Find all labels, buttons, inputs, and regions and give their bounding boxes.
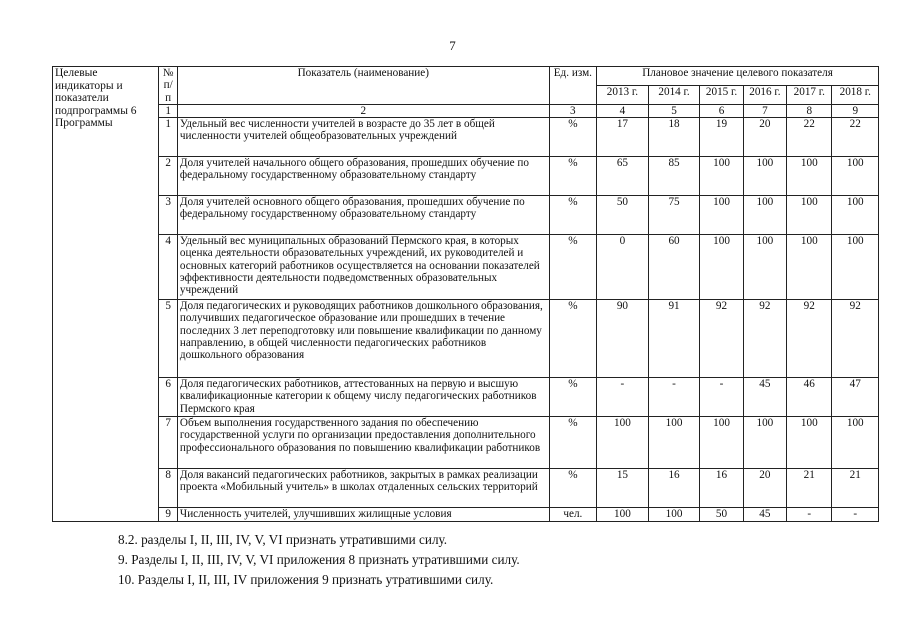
row-number: 7 (159, 417, 178, 469)
value-cell: 75 (648, 196, 700, 235)
column-number: 7 (743, 104, 786, 117)
unit-cell: % (549, 157, 596, 196)
unit-cell: чел. (549, 508, 596, 522)
value-cell: 100 (700, 417, 743, 469)
value-cell: 100 (700, 235, 743, 300)
value-cell: 100 (787, 157, 832, 196)
row-number: 1 (159, 118, 178, 157)
value-cell: 100 (597, 508, 649, 522)
value-cell: 100 (743, 196, 786, 235)
value-cell: 50 (700, 508, 743, 522)
year-header: 2016 г. (743, 86, 786, 104)
value-cell: 100 (832, 157, 879, 196)
unit-cell: % (549, 196, 596, 235)
row-number: 9 (159, 508, 178, 522)
page-number: 7 (449, 38, 456, 53)
table-row (53, 300, 879, 378)
unit-cell: % (549, 118, 596, 157)
table-row (53, 469, 879, 508)
indicator-name: Удельный вес муниципальных образований Пермского края, в которых оценка деятельности образовательных учреждений, их руководителей и основных категорий работников осуществляется на основании показателей эффективности деятельности подведомственных образовательных учреждений (177, 235, 549, 300)
indicator-name: Удельный вес численности учителей в возрасте до 35 лет в общей численности учителей общеобразовательных учреждений (177, 118, 549, 157)
value-cell: 100 (787, 417, 832, 469)
value-cell: 100 (743, 417, 786, 469)
year-header: 2015 г. (700, 86, 743, 104)
value-cell: 22 (832, 118, 879, 157)
indicator-name: Доля вакансий педагогических работников, закрытых в рамках реализации проекта «Мобильный учитель» в школах отдаленных сельских территорий (177, 469, 549, 508)
header-planned: Плановое значение целевого показателя (597, 67, 879, 86)
column-number: 3 (549, 104, 596, 117)
value-cell: 92 (787, 300, 832, 378)
indicators-table-body (53, 67, 879, 522)
value-cell: 100 (700, 196, 743, 235)
value-cell: 100 (787, 196, 832, 235)
column-numbers-row (53, 104, 879, 117)
paragraphs (118, 530, 520, 590)
value-cell: 50 (597, 196, 649, 235)
value-cell: 19 (700, 118, 743, 157)
header-row (53, 67, 879, 86)
value-cell: 92 (832, 300, 879, 378)
column-number: 9 (832, 104, 879, 117)
value-cell: 0 (597, 235, 649, 300)
column-number: 5 (648, 104, 700, 117)
row-number: 2 (159, 157, 178, 196)
column-number: 2 (177, 104, 549, 117)
value-cell: 45 (743, 378, 786, 417)
unit-cell: % (549, 300, 596, 378)
value-cell: 16 (648, 469, 700, 508)
year-header: 2013 г. (597, 86, 649, 104)
unit-cell: % (549, 235, 596, 300)
row-number: 6 (159, 378, 178, 417)
value-cell: 92 (700, 300, 743, 378)
row-number: 4 (159, 235, 178, 300)
value-cell: 45 (743, 508, 786, 522)
value-cell: 16 (700, 469, 743, 508)
value-cell: - (700, 378, 743, 417)
indicator-name: Доля педагогических и руководящих работников дошкольного образования, получивших педагогическое образование или прошедших в течение последних 3 лет переподготовку или повышение квалификации по данному направлению, в общей численности педагогических работников дошкольного образования (177, 300, 549, 378)
value-cell: 100 (648, 508, 700, 522)
value-cell: 100 (597, 417, 649, 469)
value-cell: 100 (787, 235, 832, 300)
paragraph: 9. Разделы I, II, III, IV, V, VI приложения 8 признать утратившими силу. (118, 552, 520, 567)
table-row (53, 235, 879, 300)
table-row (53, 417, 879, 469)
table-row (53, 157, 879, 196)
table-row (53, 118, 879, 157)
unit-cell: % (549, 469, 596, 508)
value-cell: 90 (597, 300, 649, 378)
indicators-table (52, 66, 879, 522)
value-cell: 65 (597, 157, 649, 196)
unit-cell: % (549, 417, 596, 469)
table-row (53, 508, 879, 522)
paragraph: 10. Разделы I, II, III, IV приложения 9 признать утратившими силу. (118, 572, 494, 587)
value-cell: 100 (700, 157, 743, 196)
value-cell: 21 (787, 469, 832, 508)
value-cell: 15 (597, 469, 649, 508)
value-cell: 20 (743, 469, 786, 508)
value-cell: - (787, 508, 832, 522)
indicator-name: Доля педагогических работников, аттестованных на первую и высшую квалификационные категории к общему числу педагогических работников Пермского края (177, 378, 549, 417)
table-row (53, 196, 879, 235)
year-header: 2014 г. (648, 86, 700, 104)
value-cell: 100 (743, 235, 786, 300)
indicator-name: Доля учителей основного общего образования, прошедших обучение по федеральному государственному образовательному стандарту (177, 196, 549, 235)
value-cell: - (648, 378, 700, 417)
value-cell: 92 (743, 300, 786, 378)
row-number: 3 (159, 196, 178, 235)
header-indicator: Показатель (наименование) (177, 67, 549, 105)
value-cell: 100 (832, 196, 879, 235)
value-cell: 100 (743, 157, 786, 196)
column-number: 6 (700, 104, 743, 117)
value-cell: 17 (597, 118, 649, 157)
value-cell: 21 (832, 469, 879, 508)
paragraph: 8.2. разделы I, II, III, IV, V, VI признать утратившими силу. (118, 532, 448, 547)
header-unit: Ед. изм. (549, 67, 596, 105)
value-cell: 85 (648, 157, 700, 196)
value-cell: 100 (832, 235, 879, 300)
indicator-name: Доля учителей начального общего образования, прошедших обучение по федеральному государственному образовательному стандарту (177, 157, 549, 196)
value-cell: 46 (787, 378, 832, 417)
year-header: 2018 г. (832, 86, 879, 104)
table-row (53, 378, 879, 417)
year-header: 2017 г. (787, 86, 832, 104)
value-cell: 100 (648, 417, 700, 469)
group-label-cell: Целевые индикаторы и показатели подпрограммы 6 Программы (53, 67, 159, 522)
unit-cell: % (549, 378, 596, 417)
value-cell: 91 (648, 300, 700, 378)
row-number: 8 (159, 469, 178, 508)
value-cell: 20 (743, 118, 786, 157)
value-cell: - (597, 378, 649, 417)
value-cell: 100 (832, 417, 879, 469)
row-number: 5 (159, 300, 178, 378)
value-cell: 47 (832, 378, 879, 417)
value-cell: 22 (787, 118, 832, 157)
value-cell: - (832, 508, 879, 522)
indicator-name: Численность учителей, улучшивших жилищные условия (177, 508, 549, 522)
column-number: 8 (787, 104, 832, 117)
column-number: 1 (159, 104, 178, 117)
header-num: № п/п (159, 67, 178, 105)
value-cell: 18 (648, 118, 700, 157)
column-number: 4 (597, 104, 649, 117)
indicator-name: Объем выполнения государственного задания по обеспечению государственной услуги по организации предоставления дополнительного профессионального образования по повышению квалификации работников (177, 417, 549, 469)
value-cell: 60 (648, 235, 700, 300)
